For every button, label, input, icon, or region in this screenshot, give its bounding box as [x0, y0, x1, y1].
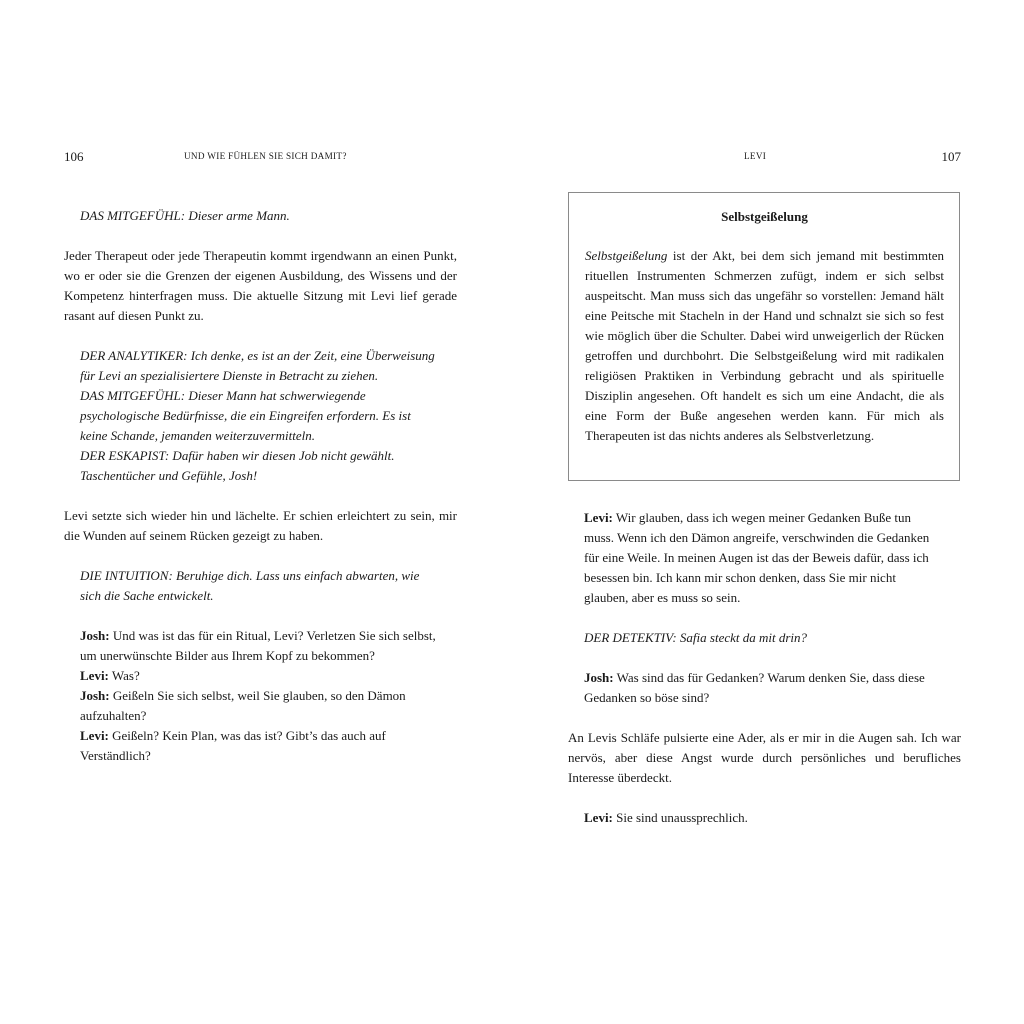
right-page-header: [568, 149, 961, 165]
body-paragraph: An Levis Schläfe pulsierte eine Ader, als er mir in die Augen sah. Ich war nervös, aber diese Angst wurde durch persönliches und berufliches Interesse überdeckt.: [568, 730, 961, 785]
definition-term: Selbstgeißelung: [585, 248, 668, 263]
dialog-text: Wir glauben, dass ich wegen meiner Gedanken Buße tun muss. Wenn ich den Dämon angreife, verschwinden die Gedanken für eine Weile. In meinen Augen ist das der Beweis dafür, dass ich besessen bin. Ich kann mir schon denken, dass Sie mir nicht glauben, aber es muss so sein.: [584, 510, 930, 605]
definition-box-text: [585, 246, 944, 446]
inner-voice-group: [64, 346, 457, 486]
right-page-content: [568, 508, 961, 828]
body-paragraph: Jeder Therapeut oder jede Therapeutin kommt irgendwann an einen Punkt, wo er oder sie die Grenzen der eigenen Ausbildung, des Wissens und der Kompetenz hinterfragen muss. Die aktuelle Sitzung mit Levi lief gerade rasant auf diesen Punkt zu.: [64, 248, 457, 323]
page-number-right: 107: [941, 149, 961, 164]
running-head-left: UND WIE FÜHLEN SIE SICH DAMIT?: [184, 151, 347, 161]
dialog-group: [64, 626, 457, 766]
dialog-line: [80, 626, 437, 666]
dialog-text: Was?: [111, 668, 140, 683]
speaker-name: Josh:: [80, 688, 110, 703]
dialog-line: [568, 508, 961, 608]
right-page: [568, 0, 961, 1024]
dialog-line: [568, 808, 961, 828]
inner-voice: DIE INTUITION: Beruhige dich. Lass uns einfach abwarten, wie sich die Sache entwickelt.: [80, 568, 420, 603]
speaker-name: Levi:: [80, 728, 109, 743]
definition-box: [568, 192, 960, 481]
dialog-line: [568, 668, 961, 708]
dialog-line: [80, 686, 437, 726]
speaker-name: Levi:: [584, 810, 613, 825]
left-page: [64, 0, 457, 1024]
running-head-right: LEVI: [744, 151, 767, 161]
speaker-name: Levi:: [584, 510, 613, 525]
page-number-left: 106: [64, 149, 84, 164]
dialog-text: Was sind das für Gedanken? Warum denken Sie, dass diese Gedanken so böse sind?: [584, 670, 925, 705]
definition-box-title: Selbstgeißelung: [721, 209, 808, 224]
speaker-name: Josh:: [584, 670, 614, 685]
dialog-text: Und was ist das für ein Ritual, Levi? Verletzen Sie sich selbst, um unerwünschte Bilder aus Ihrem Kopf zu bekommen?: [80, 628, 436, 663]
dialog-text: Sie sind unaussprechlich.: [616, 810, 748, 825]
left-page-content: [64, 206, 457, 766]
dialog-line: [80, 726, 437, 766]
inner-voice: DER ANALYTIKER: Ich denke, es ist an der Zeit, eine Überweisung für Levi an spezialisiertere Dienste in Betracht zu ziehen.: [80, 348, 435, 383]
speaker-name: Josh:: [80, 628, 110, 643]
speaker-name: Levi:: [80, 668, 109, 683]
dialog-line: [80, 666, 437, 686]
body-paragraph: Levi setzte sich wieder hin und lächelte. Er schien erleichtert zu sein, mir die Wunden auf seinem Rücken gezeigt zu haben.: [64, 508, 457, 543]
inner-voice: DAS MITGEFÜHL: Dieser Mann hat schwerwiegende psychologische Bedürfnisse, die ein Eingreifen erfordern. Es ist keine Schande, jemanden weiterzuvermitteln.: [80, 388, 411, 443]
left-page-header: [64, 149, 457, 165]
dialog-text: Geißeln? Kein Plan, was das ist? Gibt’s das auch auf Verständlich?: [80, 728, 386, 763]
dialog-text: Geißeln Sie sich selbst, weil Sie glauben, so den Dämon aufzuhalten?: [80, 688, 406, 723]
inner-voice: DER DETEKTIV: Safia steckt da mit drin?: [584, 630, 808, 645]
definition-body: ist der Akt, bei dem sich jemand mit bestimmten rituellen Instrumenten Schmerzen zufügt, indem er sich selbst auspeitscht. Man muss sich das ungefähr so vorstellen: Jemand hält eine Peitsche mit Stacheln in der Hand und schnalzt sie sich so fest wie möglich über die Schulter. Dabei wird unweigerlich der Rücken getroffen und durchbohrt. Die Selbstgeißelung wird mit radikalen religiösen Praktiken in Verbindung gebracht und als spirituelle Disziplin angesehen. Oft handelt es sich um eine Andacht, die als eine Form der Buße angesehen werden kann. Für mich als Therapeuten ist das nichts anderes als Selbstverletzung.: [585, 248, 944, 443]
inner-voice: DER ESKAPIST: Dafür haben wir diesen Job nicht gewählt. Taschentücher und Gefühle, Josh!: [80, 448, 395, 483]
inner-voice: DAS MITGEFÜHL: Dieser arme Mann.: [80, 208, 290, 223]
